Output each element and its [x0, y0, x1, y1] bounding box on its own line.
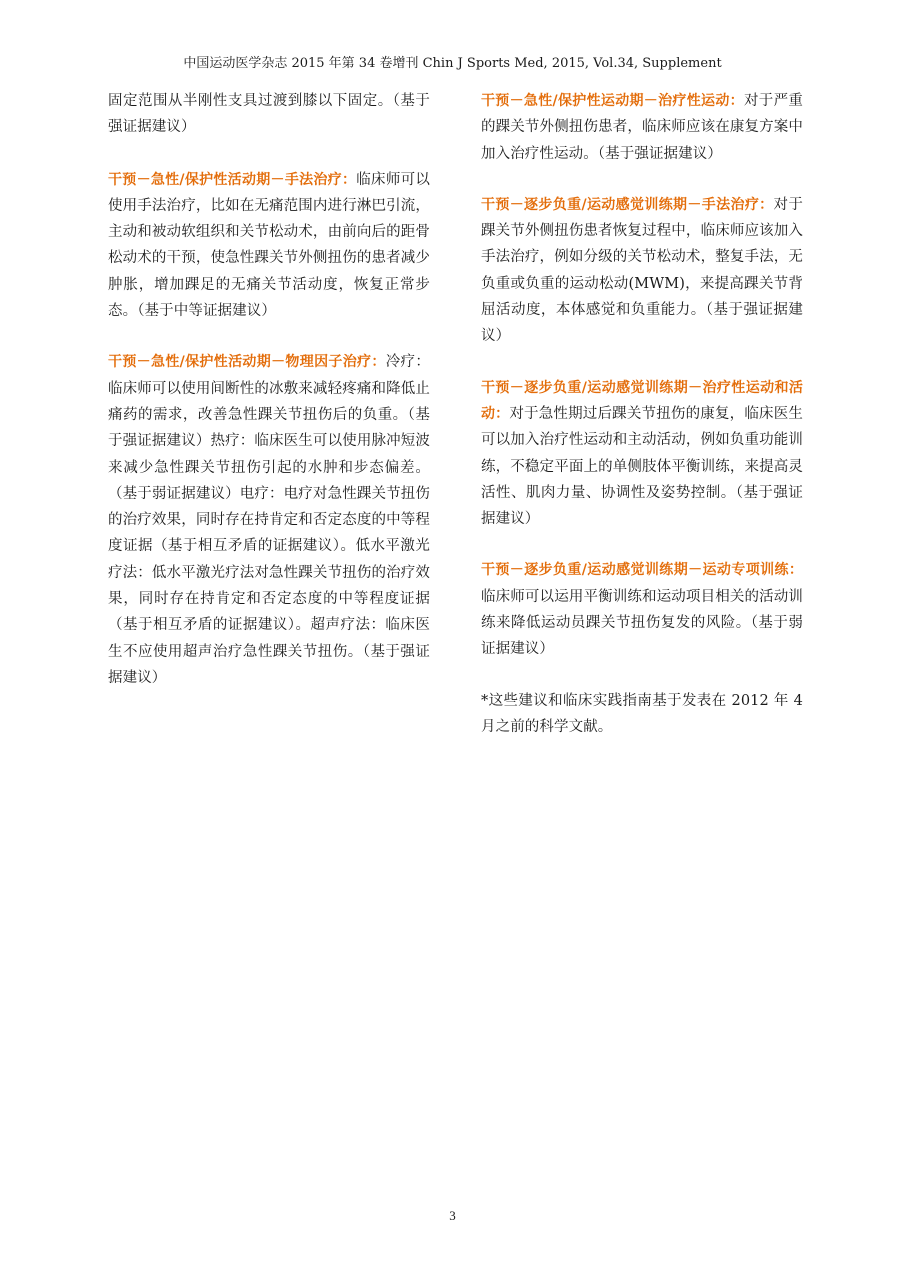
section-therapeutic-exercise-acute	[481, 88, 803, 167]
section-body: 临床师可以使用手法治疗，比如在无痛范围内进行淋巴引流，主动和被动软组织和关节松动术，由前向后的距骨松动术的干预，使急性踝关节外侧扭伤的患者减少肿胀，增加踝足的无痛关节活动度，恢复正常步态。（基于中等证据建议）	[108, 171, 430, 320]
page-number: 3	[449, 1208, 456, 1223]
section-heading: 干预－急性/保护性活动期－手法治疗：	[108, 171, 357, 188]
left-column	[108, 88, 430, 716]
section-sport-specific-training	[481, 557, 803, 662]
section-body: 临床师可以运用平衡训练和运动项目相关的活动训练来降低运动员踝关节扭伤复发的风险。（基于弱证据建议）	[481, 588, 803, 658]
section-heading: 干预－逐步负重/运动感觉训练期－手法治疗：	[481, 196, 774, 213]
section-body: 冷疗：临床师可以使用间断性的冰敷来减轻疼痛和降低止痛药的需求，改善急性踝关节扭伤后的负重。（基于强证据建议）热疗：临床医生可以使用脉冲短波来减少急性踝关节扭伤引起的水肿和步态偏差。（基于弱证据建议）电疗：电疗对急性踝关节扭伤的治疗效果，同时存在持肯定和否定态度的中等程度证据（基于相互矛盾的证据建议）。低水平激光疗法：低水平激光疗法对急性踝关节扭伤的治疗效果，同时存在持肯定和否定态度的中等程度证据（基于相互矛盾的证据建议）。超声疗法：临床医生不应使用超声治疗急性踝关节扭伤。（基于强证据建议）	[108, 354, 430, 686]
section-body: 对于急性期过后踝关节扭伤的康复，临床医生可以加入治疗性运动和主动活动，例如负重功能训练，不稳定平面上的单侧肢体平衡训练，来提高灵活性、肌肉力量、协调性及姿势控制。（基于强证据建议）	[481, 405, 803, 528]
section-body: 对于严重的踝关节外侧扭伤患者，临床师应该在康复方案中加入治疗性运动。（基于强证据建议）	[481, 93, 803, 162]
section-heading: 干预－逐步负重/运动感觉训练期－运动专项训练：	[481, 562, 803, 579]
section-heading: 干预－逐步负重/运动感觉训练期－治疗性运动和活动：	[481, 379, 803, 422]
footnote: *这些建议和临床实践指南基于发表在 2012 年 4 月之前的科学文献。	[481, 692, 803, 735]
right-column	[481, 88, 803, 765]
section-physical-agents-acute	[108, 349, 430, 691]
section-heading: 干预－急性/保护性运动期－治疗性运动：	[481, 93, 744, 109]
section-body: 对于踝关节外侧扭伤患者恢复过程中，临床师应该加入手法治疗，例如分级的关节松动术，整复手法，无负重或负重的运动松动(MWM)，来提高踝关节背屈活动度，本体感觉和负重能力。（基于强证据建议）	[481, 196, 804, 345]
section-heading: 干预－急性/保护性活动期－物理因子治疗：	[108, 354, 386, 371]
continuation-paragraph: 固定范围从半刚性支具过渡到膝以下固定。（基于强证据建议）	[108, 93, 430, 136]
running-header: 中国运动医学杂志 2015 年第 34 卷增刊 Chin J Sports Med, 2015, Vol.34, Supplement	[183, 56, 722, 71]
section-manual-therapy-progressive	[481, 192, 803, 350]
section-therapeutic-exercise-progressive	[481, 375, 803, 533]
section-manual-therapy-acute	[108, 167, 430, 325]
